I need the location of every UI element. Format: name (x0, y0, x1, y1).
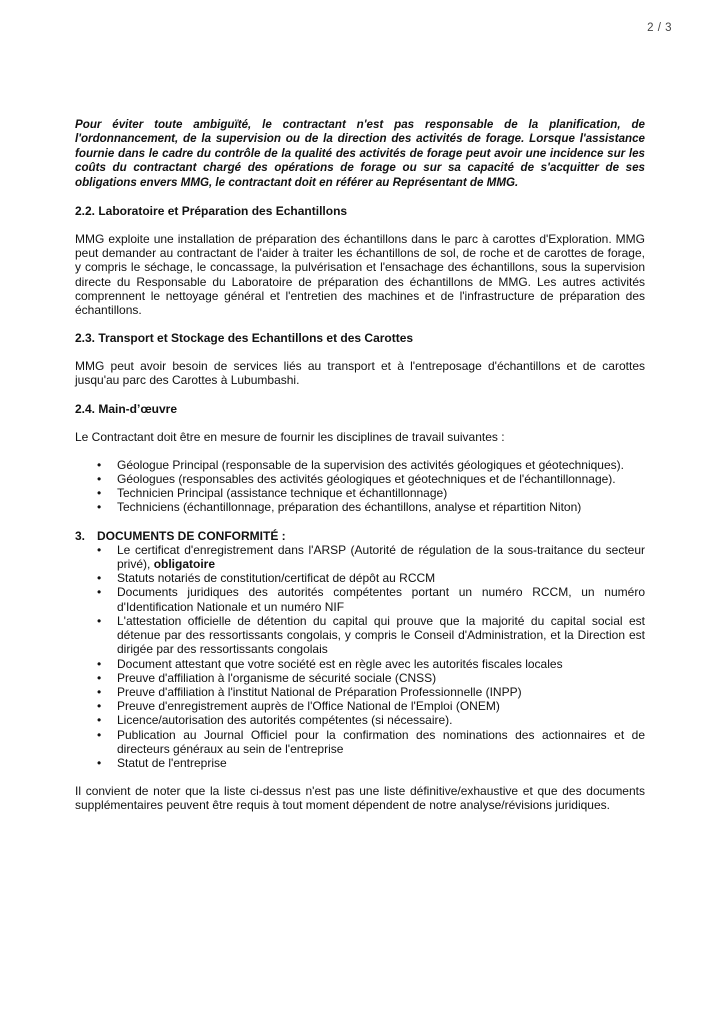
section-2-4-heading: 2.4. Main-d’œuvre (75, 401, 178, 416)
list-item: • Géologue Principal (responsable de la supervision des activités géologiques et géotechniques). (117, 458, 645, 472)
document-body (75, 118, 645, 813)
list-item: • Preuve d'enregistrement auprès de l'Office National de l'Emploi (ONEM) (117, 699, 645, 713)
labor-list (75, 458, 645, 515)
section-2-2-heading: 2.2. Laboratoire et Préparation des Echantillons (75, 204, 348, 219)
section-2-4-text: Le Contractant doit être en mesure de fournir les disciplines de travail suivantes : (75, 429, 505, 444)
compliance-documents-list (75, 543, 645, 770)
list-item: • L'attestation officielle de détention du capital qui prouve que la majorité du capital social est détenue par des ressortissants congolais, y compris le Conseil d'Administration, et la Direction est dirigée par des ressortissants congolais (117, 614, 645, 657)
list-item: • Technicien Principal (assistance technique et échantillonnage) (117, 486, 645, 500)
list-item (117, 543, 645, 571)
intro-paragraph: Pour éviter toute ambiguïté, le contractant n'est pas responsable de la planification, de l'ordonnancement, de la supervision ou de la direction des activités de forage. Lorsque l'assistance fournie dans le cadre du contrôle de la qualité des activités de forage peut avoir une incidence sur les coûts du contractant chargé des opérations de forage ou sur sa capacité de s'acquitter de ses obligations envers MMG, le contractant doit en référer au Représentant de MMG. (75, 118, 645, 189)
section-3-number: 3. (75, 528, 86, 543)
section-2-3-heading: 2.3. Transport et Stockage des Echantillons et des Carottes (75, 331, 414, 346)
list-item: • Preuve d'affiliation à l'institut National de Préparation Professionnelle (INPP) (117, 685, 645, 699)
section-3-title: DOCUMENTS DE CONFORMITÉ : (97, 528, 286, 543)
list-item: • Documents juridiques des autorités compétentes portant un numéro RCCM, un numéro d'Identification Nationale et un numéro NIF (117, 585, 645, 613)
page-number: 2 / 3 (647, 22, 672, 34)
list-item: • Statuts notariés de constitution/certificat de dépôt au RCCM (117, 571, 645, 585)
list-item-text: Le certificat d'enregistrement dans l'ARSP (Autorité de régulation de la sous-traitance du secteur privé), (117, 542, 645, 572)
list-item: • Publication au Journal Officiel pour la confirmation des nominations des actionnaires et de directeurs généraux au sein de l'entreprise (117, 728, 645, 756)
list-item: • Document attestant que votre société est en règle avec les autorités fiscales locales (117, 657, 645, 671)
list-item: • Licence/autorisation des autorités compétentes (si nécessaire). (117, 713, 645, 727)
section-2-3-text: MMG peut avoir besoin de services liés au transport et à l'entreposage d'échantillons et de carottes jusqu'au parc des Carottes à Lubumbashi. (75, 359, 645, 388)
list-item: • Techniciens (échantillonnage, préparation des échantillons, analyse et répartition Niton) (117, 500, 645, 514)
mandatory-label: obligatoire (153, 557, 216, 572)
list-item: • Géologues (responsables des activités géologiques et géotechniques et de l'échantillonnage). (117, 472, 645, 486)
section-2-2-text: MMG exploite une installation de préparation des échantillons dans le parc à carottes d'Exploration. MMG peut demander au contractant de l'aider à traiter les échantillons de sol, de roche et de carottes de forage, y compris le séchage, le concassage, la pulvérisation et l'ensachage des échantillons, sous la supervision directe du Responsable du Laboratoire de préparation des échantillons de MMG. Les autres activités comprennent le nettoyage général et l'entretien des machines et de l'infrastructure de préparation des échantillons. (75, 232, 645, 318)
list-item: • Statut de l'entreprise (117, 756, 645, 770)
closing-note: Il convient de noter que la liste ci-dessus n'est pas une liste définitive/exhaustive et que des documents supplémentaires peuvent être requis à tout moment dépendent de notre analyse/révisions juridiques. (75, 784, 645, 813)
section-3-heading (75, 529, 645, 543)
list-item: • Preuve d'affiliation à l'organisme de sécurité sociale (CNSS) (117, 671, 645, 685)
